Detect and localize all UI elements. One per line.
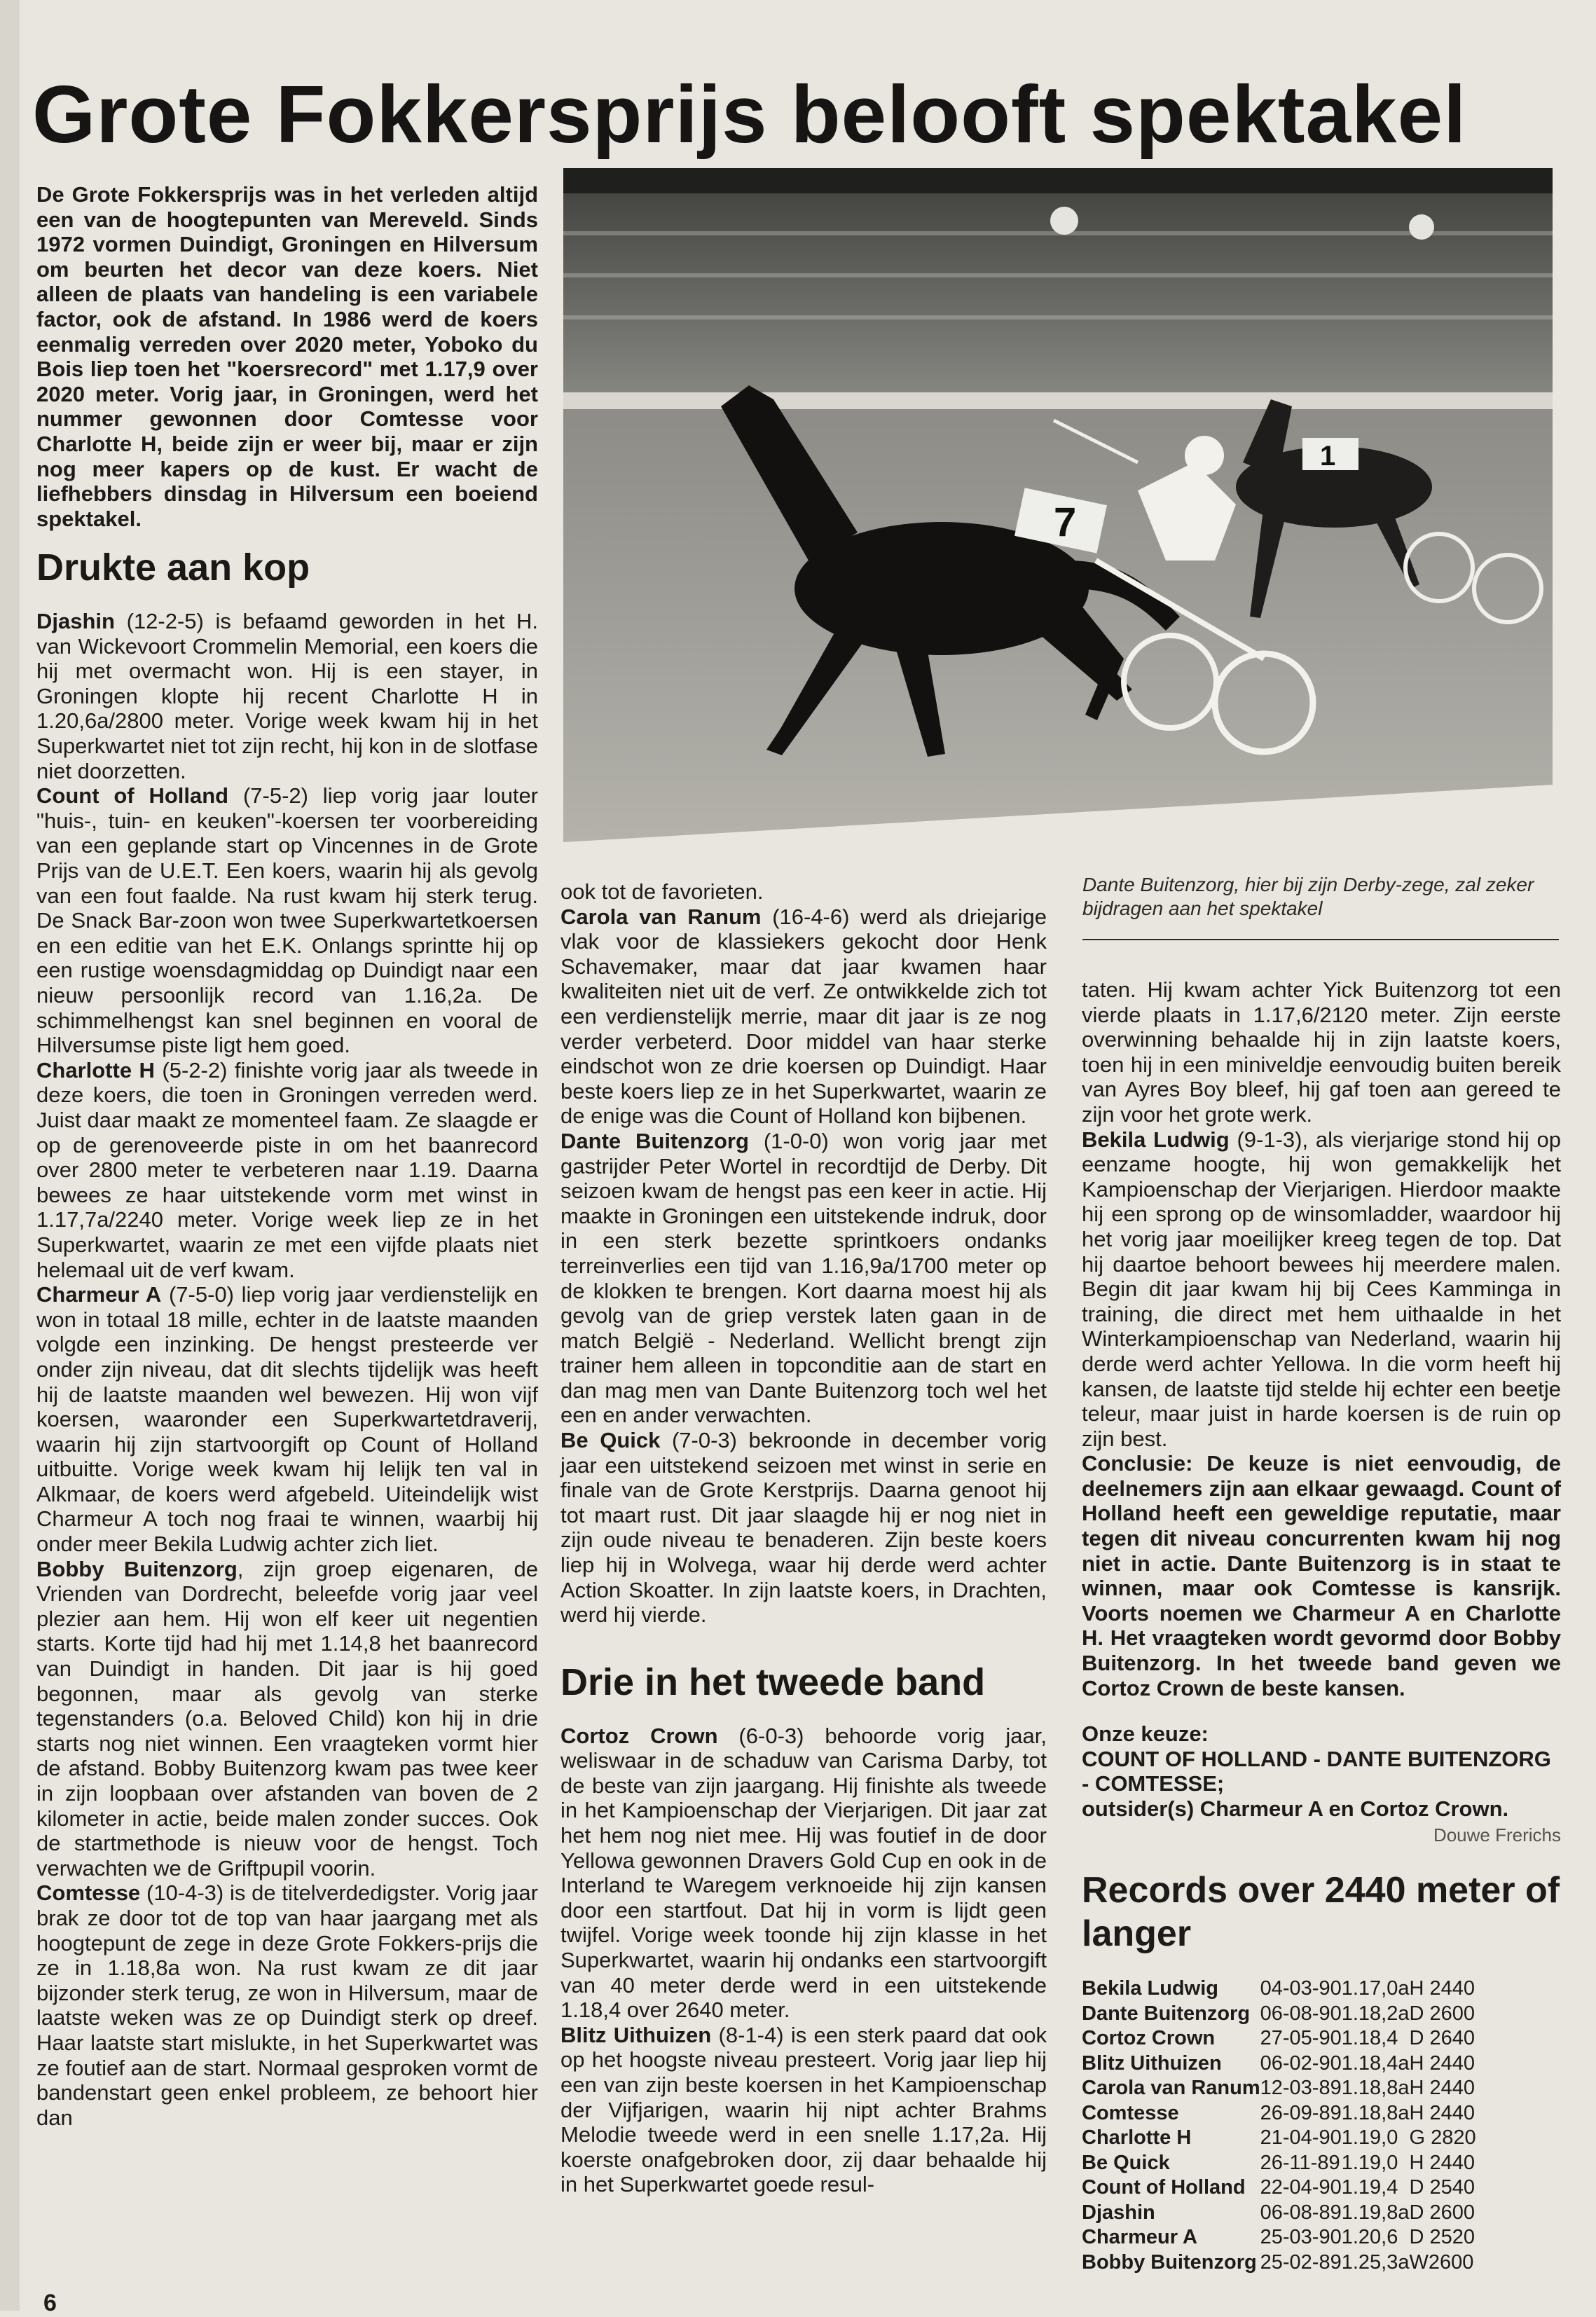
choice-label: Onze keuze: [1082, 1721, 1209, 1747]
record-horse: Bobby Buitenzorg [1082, 2250, 1257, 2274]
record-horse: Be Quick [1082, 2151, 1170, 2174]
record-time: 1.25,3a [1341, 2250, 1410, 2274]
record-date: 04-03-90 [1260, 1977, 1342, 2000]
choice-text: COUNT OF HOLLAND - DANTE BUITENZORG - COMTESSE; [1082, 1746, 1551, 1796]
record-row [1082, 2026, 1561, 2051]
record-date: 26-11-89 [1260, 2151, 1340, 2174]
entry-text: (6-0-3) behoorde vorig jaar, weliswaar in de schaduw van Carisma Darby, tot de beste van zijn jaargang. Hij finishte als tweede in het Kampioenschap der Vierjarigen. Dit jaar zat het hem nog niet mee. Hij was foutief in de door Yellowa gewonnen Dravers Gold Cup en ook in de Interland te Waregem verknoeide hij zijn kansen door een startfout. Dat hij in vorm is lijdt geen twijfel. Vorige week toonde hij zijn klasse in het Superkwartet, waarin hij ondanks een startvoorgift van 40 meter derde werd in een uitstekende 1.18,4 over 2640 meter. [560, 1723, 1047, 2023]
record-date: 26-09-89 [1260, 2101, 1342, 2124]
record-time: 1.18,4a [1341, 2051, 1410, 2075]
entry-text: (7-0-3) bekroonde in december vorig jaar een uitstekend seizoen met winst in serie en finale van de Grote Kerstprijs. Daarna genoot hij tot maart rust. Dit jaar slaagde hij er nog niet in zijn oude niveau te benaderen. Zijn beste koers liep hij in Wolvega, waar hij derde werd achter Action Skoatter. In zijn laatste koers, in Drachten, werd hij vierde. [560, 1428, 1047, 1628]
record-time: 1.19,4 [1341, 2176, 1398, 2199]
race-photo [563, 168, 1553, 842]
record-track: H 2440 [1409, 1977, 1475, 2000]
record-horse: Carola van Ranum [1082, 2077, 1260, 2100]
record-track: H 2440 [1409, 2151, 1475, 2174]
record-date: 27-05-90 [1260, 2027, 1342, 2050]
entry-comtesse [36, 1881, 538, 2130]
record-date: 06-08-89 [1260, 2201, 1342, 2224]
entry-count-of-holland [36, 783, 538, 1058]
record-track: H 2440 [1409, 2051, 1475, 2075]
record-time: 1.18,8a [1341, 2101, 1410, 2124]
records-title: Records over 2440 meter of langer [1082, 1870, 1560, 1955]
entry-djashin [36, 609, 538, 783]
record-track: D 2600 [1409, 2201, 1475, 2224]
record-date: 06-02-90 [1260, 2051, 1342, 2075]
record-row [1082, 2101, 1561, 2126]
entry-text: (7-5-2) liep vorig jaar louter "huis-, tuin- en keuken"-koersen ter voorbereiding van een geplande start op Vincennes in de Grote Prijs van de U.E.T. Een koers, waarin hij als gevolg van een fout faalde. Na rust kwam hij sterk terug. De Snack Bar-zoon won twee Superkwartetkoersen en een editie van het E.K. Onlangs sprintte hij op een rustige woensdagmiddag op Duindigt naar een nieuw persoonlijk record van 1.16,2a. De schimmelhengst kan snel beginnen en vooral de Hilversumse piste ligt hem goed. [36, 783, 539, 1058]
record-time: 1.20,6 [1341, 2226, 1398, 2249]
entry-text: (10-4-3) is de titelverdedigster. Vorig jaar brak ze door tot de top van haar jaargang met als hoogtepunt de zege in deze Grote Fokkers-prijs die ze in 1.18,8a won. Na rust kwam ze dit jaar bijzonder sterk terug, ze won in Hilversum, maar de laatste weken was ze op Duindigt sterk op dreef. Haar laatste start mislukte, in het Superkwartet was ze foutief aan de start. Normaal gesproken vormt de bandenstart geen enkel probleem, ze behoort hier dan [36, 1881, 538, 2130]
entry-be-quick [560, 1428, 1047, 1628]
record-row [1082, 2151, 1561, 2176]
entry-charmeur-a [36, 1282, 538, 1557]
entry-carola-van-ranum [560, 905, 1047, 1129]
record-track: D 2520 [1409, 2226, 1475, 2249]
entry-text: (1-0-0) won vorig jaar met gastrijder Peter Wortel in recordtijd de Derby. Dit seizoen kwam de hengst pas een keer in actie. Hij maakte in Groningen een uitstekende indruk, door in een sterk bezette sprintkoers ondanks terreinverlies een tijd van 1.16,9a/1700 meter op de klokken te brengen. Kort daarna moest hij als gevolg van de griep verstek laten gaan in de match België - Nederland. Wellicht brengt zijn trainer hem alleen in topconditie aan de start en dan mag men van Dante Buitenzorg toch wel het een en ander verwachten. [560, 1128, 1047, 1428]
horse-name: Bekila Ludwig [1082, 1127, 1230, 1152]
horse-name: Bobby Buitenzorg [36, 1556, 238, 1581]
record-row [1082, 2076, 1561, 2101]
record-date: 12-03-89 [1260, 2077, 1342, 2100]
outsiders: outsider(s) Charmeur A en Cortoz Crown. [1082, 1796, 1509, 1821]
column-2 [560, 879, 1047, 2197]
record-row [1082, 2250, 1561, 2276]
record-track: H 2440 [1409, 2077, 1475, 2100]
record-time: 1.18,8a [1341, 2077, 1410, 2100]
headline: Grote Fokkersprijs belooft spektakel [32, 69, 1467, 160]
horse-name: Be Quick [560, 1428, 661, 1453]
page-number: 6 [43, 2290, 57, 2316]
entry-blitz-uithuizen [560, 2023, 1047, 2197]
horse-name: Carola van Ranum [560, 904, 762, 929]
horse-name: Charlotte H [36, 1057, 155, 1082]
record-row [1082, 1976, 1561, 2002]
entry-bekila-ludwig [1082, 1127, 1561, 1452]
entry-text: (8-1-4) is een sterk paard dat ook op het hoogste niveau presteert. Vorig jaar liep hij een van zijn beste koersen in het Kampioenschap der Vijfjarigen, waarin hij nipt achter Brahms Melodie tweede werd in een snelle 1.17,2a. Hij koerste onafgebroken door, zij daar behaalde hij in het Superkwartet goede resul- [560, 2022, 1047, 2197]
record-horse: Blitz Uithuizen [1082, 2051, 1222, 2075]
record-date: 21-04-90 [1260, 2126, 1342, 2150]
horse-name: Dante Buitenzorg [560, 1128, 749, 1153]
record-row [1082, 2051, 1561, 2077]
record-horse: Charlotte H [1082, 2126, 1192, 2150]
horse-name: Blitz Uithuizen [560, 2022, 712, 2047]
record-horse: Djashin [1082, 2201, 1155, 2224]
records-table [1082, 1976, 1561, 2275]
record-time: 1.19,0 [1341, 2151, 1398, 2174]
record-horse: Cortoz Crown [1082, 2027, 1216, 2050]
record-track: D 2640 [1409, 2027, 1475, 2050]
horse-name: Count of Holland [36, 783, 229, 809]
our-choice [1082, 1721, 1561, 1821]
caption-divider [1082, 939, 1559, 940]
record-track: W2600 [1409, 2250, 1474, 2274]
record-date: 25-02-89 [1260, 2250, 1342, 2274]
record-row [1082, 2002, 1561, 2027]
record-row [1082, 2225, 1561, 2250]
record-track: G 2820 [1409, 2126, 1476, 2150]
record-track: D 2600 [1409, 2002, 1475, 2025]
section-title-drukte: Drukte aan kop [36, 546, 310, 589]
record-horse: Bekila Ludwig [1082, 1977, 1218, 2000]
record-time: 1.19,8a [1341, 2201, 1410, 2224]
entry-text: (5-2-2) finishte vorig jaar als tweede in deze koers, die toen in Groningen verreden werd. Juist daar maakt ze momenteel faam. Ze slaagde er op de gerenoveerde piste in om het baanrecord over 2800 meter te verbeteren naar 1.19. Daarna bewees ze haar uitstekende vorm met winst in 1.17,7a/2240 meter. Vorige week liep ze in het Superkwartet, waarin ze met een vijfde plaats niet helemaal uit de verf kwam. [36, 1057, 538, 1282]
record-track: D 2540 [1409, 2176, 1475, 2199]
photo-caption: Dante Buitenzorg, hier bij zijn Derby-zege, zal zeker bijdragen aan het spektakel [1082, 874, 1534, 919]
record-time: 1.17,0a [1341, 1977, 1410, 2000]
entry-bobby-buitenzorg [36, 1557, 538, 1881]
entry-text: (12-2-5) is befaamd geworden in het H. van Wickevoort Crommelin Memorial, een koers die hij met overmacht won. Hij is een stayer, in Groningen klopte hij recent Charlotte H in 1.20,6a/2800 meter. Vorige week kwam hij in het Superkwartet niet tot zijn recht, hij kon in de slotfase niet doorzetten. [36, 609, 538, 783]
record-time: 1.19,0 [1341, 2126, 1398, 2150]
entry-cortoz-crown [560, 1724, 1047, 2023]
horse-name: Cortoz Crown [560, 1723, 718, 1748]
horse-name: Comtesse [36, 1881, 141, 1906]
column-3 [1082, 977, 1561, 2275]
entry-blitz-continued: taten. Hij kwam achter Yick Buitenzorg tot een vierde plaats in 1.17,6/2120 meter. Zijn eerste overwinning behaalde hij in zijn laatste koers, toen hij in een miniveldje eenvoudig buiten bereik van Ayres Boy bleef, hij gaf toen aan gereed te zijn voor het grote werk. [1082, 977, 1561, 1127]
entry-comtesse-continued: ook tot de favorieten. [560, 879, 764, 904]
entry-text: , zijn groep eigenaren, de Vrienden van Dordrecht, beleefde vorig jaar veel plezier aan hem. Hij won elf keer uit negentien starts. Korte tijd had hij met 1.14,8 het baanrecord van Duindigt in handen. Dit jaar is hij goed begonnen, maar als gevolg van sterke tegenstanders (o.a. Beloved Child) kon hij in drie starts nog niet winnen. Een vraagteken vormt hier de afstand. Bobby Buitenzorg kwam pas twee keer in zijn loopbaan over afstanden van boven de 2 kilometer in actie, beide malen zonder succes. Ook de startmethode is nieuw voor de hengst. Toch verwachten we de Griftpupil voorin. [36, 1556, 538, 1881]
sulky-number-1: 1 [1320, 441, 1336, 472]
horse-name: Djashin [36, 609, 115, 634]
page-edge [0, 0, 20, 2311]
column-1 [36, 182, 538, 2130]
entry-text: (9-1-3), als vierjarige stond hij op eenzame hoogte, hij won gemakkelijk het Kampioenschap der Vierjarigen. Hierdoor maakte hij een sprong op de winsomladder, waardoor hij het vorig jaar moeilijker kreeg tegen de top. Dat hij daartoe behoort bewees hij meerdere malen. Begin dit jaar kwam hij bij Cees Kamminga in training, die direct met hem uithaalde in het Winterkampioenschap van Nederland, waarin hij derde werd achter Yellowa. In die vorm heeft hij kansen, de laatste tijd stelde hij echter een beetje teleur, maar juist in harde koersen is de ruin op zijn best. [1082, 1127, 1561, 1451]
horse-name: Charmeur A [36, 1282, 162, 1307]
record-date: 25-03-90 [1260, 2226, 1342, 2249]
record-date: 22-04-90 [1260, 2176, 1342, 2199]
record-row [1082, 2201, 1561, 2226]
sulky-number-7: 7 [1054, 500, 1077, 545]
record-row [1082, 2126, 1561, 2151]
entry-dante-buitenzorg [560, 1129, 1047, 1428]
record-horse: Count of Holland [1082, 2176, 1246, 2199]
record-horse: Dante Buitenzorg [1082, 2002, 1251, 2025]
section-title-tweede-band: Drie in het tweede band [560, 1661, 986, 1703]
record-row [1082, 2175, 1561, 2201]
entry-text: (7-5-0) liep vorig jaar verdienstelijk en won in totaal 18 mille, echter in de laatste maanden volgde een inzinking. De hengst presteerde ver onder zijn niveau, dat dit slechts tijdelijk was heeft hij de laatste maanden wel bewezen. Hij won vijf koersen, waaronder een Superkwartetdraverij, waarin hij zijn startvoorgift op Count of Holland uitbuitte. Vorige week kwam hij lelijk ten val in Alkmaar, de koers werd afgebeld. Uiteindelijk wist Charmeur A toch nog fraai te winnen, waarbij hij onder meer Bekila Ludwig achter zich liet. [36, 1282, 538, 1557]
entry-text: (16-4-6) werd als driejarige vlak voor de klassiekers gekocht door Henk Schavemaker, maar dat jaar kwamen haar kwaliteiten niet uit de verf. Ze ontwikkelde zich tot een verdienstelijk merrie, maar dit jaar is ze nog verder verbeterd. Door middel van haar sterke eindschot won ze drie koersen op Duindigt. Haar beste koers liep ze in het Superkwartet, waarin ze de enige was die Count of Holland kon bijbenen. [560, 904, 1047, 1129]
intro-paragraph: De Grote Fokkersprijs was in het verleden altijd een van de hoogtepunten van Mereveld. Sinds 1972 vormen Duindigt, Groningen en Hilversum om beurten het decor van deze koers. Niet alleen de plaats van handeling is een variabele factor, ook de afstand. In 1986 werd de koers eenmalig verreden over 2020 meter, Yoboko du Bois liep toen het "koersrecord" met 1.17,9 over 2020 meter. Vorig jaar, in Groningen, werd het nummer gewonnen door Comtesse voor Charlotte H, beide zijn er weer bij, maar er zijn nog meer kapers op de kust. Er wacht de liefhebbers dinsdag in Hilversum een boeiend spektakel. [36, 182, 538, 531]
record-horse: Comtesse [1082, 2101, 1179, 2124]
entry-charlotte-h [36, 1058, 538, 1282]
author-byline: Douwe Frerichs [1433, 1824, 1561, 1845]
record-time: 1.18,4 [1341, 2027, 1398, 2050]
record-time: 1.18,2a [1341, 2002, 1410, 2025]
conclusion: Conclusie: De keuze is niet eenvoudig, de deelnemers zijn aan elkaar gewaagd. Count of Holland heeft een geweldige reputatie, maar tegen dit niveau concurrenten kwam hij nog niet in actie. Dante Buitenzorg is in staat te winnen, maar ook Comtesse is kansrijk. Voorts noemen we Charmeur A en Charlotte H. Het vraagteken wordt gevormd door Bobby Buitenzorg. In het tweede band geven we Cortoz Crown de beste kansen. [1082, 1451, 1561, 1700]
record-track: H 2440 [1409, 2101, 1475, 2124]
record-date: 06-08-90 [1260, 2002, 1342, 2025]
record-horse: Charmeur A [1082, 2226, 1197, 2249]
